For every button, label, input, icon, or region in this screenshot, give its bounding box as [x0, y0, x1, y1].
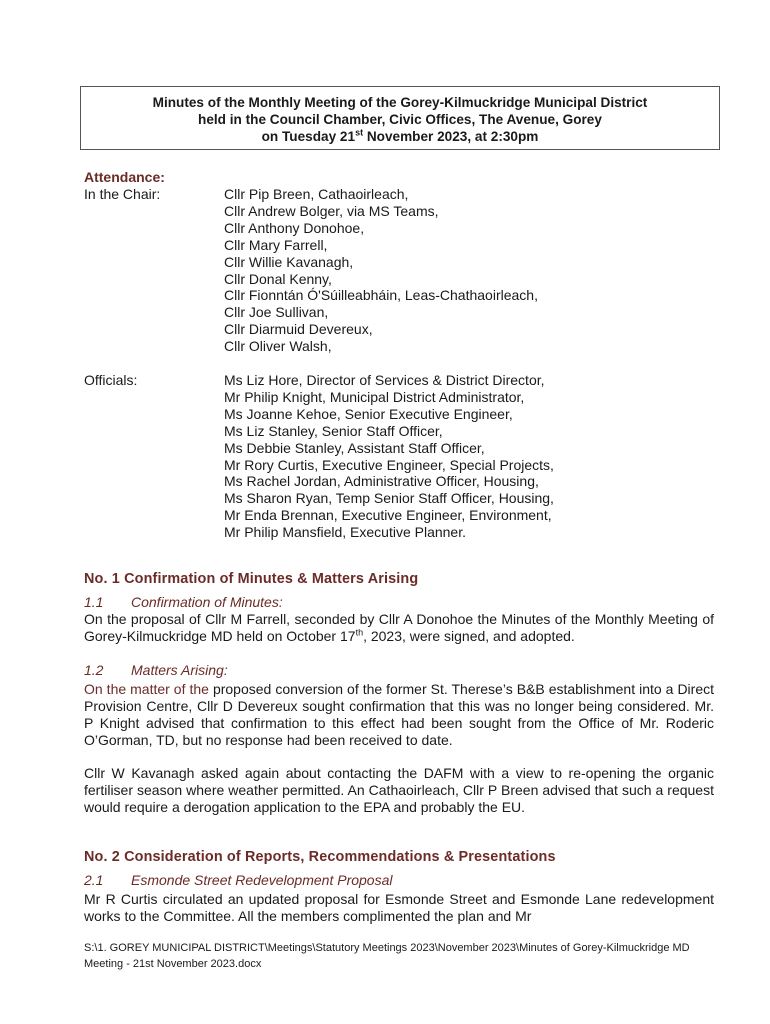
- matters-arising-paragraph-1: On the matter of the proposed conversion of the former St. Therese’s B&B establishment into a Direct Provision Centre, Cllr D Devereux sought confirmation that this was no longer being considered. Mr. P Knight advised that confirmation to this effect had been sought from the Office of Mr. Roderic O’Gorman, TD, but no response had been received to date.: [84, 681, 714, 748]
- official-name: Mr Philip Knight, Municipal District Administrator,: [224, 388, 525, 405]
- member-name: Cllr Willie Kavanagh,: [224, 253, 354, 270]
- member-name: Cllr Pip Breen, Cathaoirleach,: [224, 186, 409, 202]
- official-name: Ms Liz Hore, Director of Services & District Director,: [224, 372, 545, 388]
- official-name: Ms Debbie Stanley, Assistant Staff Officer,: [224, 439, 485, 456]
- official-name: Ms Liz Stanley, Senior Staff Officer,: [224, 422, 443, 439]
- footer-file-path: S:\1. GOREY MUNICIPAL DISTRICT\Meetings\Statutory Meetings 2023\November 2023\Minutes of Gorey-Kilmuckridge MD Meeting - 21st November 2023.docx: [84, 942, 690, 970]
- member-name: Cllr Mary Farrell,: [224, 236, 328, 253]
- officials-label: Officials:: [84, 372, 138, 388]
- official-name: Ms Rachel Jordan, Administrative Officer, Housing,: [224, 473, 539, 490]
- subsection-1-2-heading: 1.2 Matters Arising:: [84, 662, 228, 678]
- official-name: Ms Sharon Ryan, Temp Senior Staff Officer, Housing,: [224, 490, 554, 507]
- member-name: Cllr Andrew Bolger, via MS Teams,: [224, 202, 439, 219]
- member-name: Cllr Fionntán Ó'Súilleabháin, Leas-Chathaoirleach,: [224, 287, 538, 304]
- chair-label: In the Chair:: [84, 186, 161, 202]
- subsection-2-1-heading: 2.1 Esmonde Street Redevelopment Proposal: [84, 872, 393, 888]
- official-name: Ms Joanne Kehoe, Senior Executive Engineer,: [224, 405, 513, 422]
- member-name: Cllr Diarmuid Devereux,: [224, 321, 373, 338]
- member-name: Cllr Oliver Walsh,: [224, 338, 332, 355]
- title-box: [80, 86, 720, 150]
- member-name: Cllr Anthony Donohoe,: [224, 219, 365, 236]
- attendance-heading: Attendance:: [84, 169, 165, 185]
- title-line-3: on Tuesday 21st November 2023, at 2:30pm: [261, 127, 539, 144]
- section-2-heading: No. 2 Consideration of Reports, Recommendations & Presentations: [84, 849, 556, 865]
- subsection-1-1-heading: 1.1 Confirmation of Minutes:: [84, 594, 283, 610]
- section-1-heading: No. 1 Confirmation of Minutes & Matters Arising: [84, 571, 419, 587]
- subsection-2-1-text: Mr R Curtis circulated an updated proposal for Esmonde Street and Esmonde Lane redevelopment works to the Committee. All the members complimented the plan and Mr: [84, 891, 714, 924]
- officials-list: [224, 372, 554, 541]
- members-list: [224, 186, 538, 355]
- title-line-1: Minutes of the Monthly Meeting of the Gorey-Kilmuckridge Municipal District: [152, 95, 648, 110]
- member-name: Cllr Joe Sullivan,: [224, 304, 329, 321]
- official-name: Mr Rory Curtis, Executive Engineer, Special Projects,: [224, 456, 554, 473]
- matters-arising-paragraph-2: Cllr W Kavanagh asked again about contacting the DAFM with a view to re-opening the organic fertiliser season where weather permitted. An Cathaoirleach, Cllr P Breen advised that such a request would require a derogation application to the EPA and probably the EU.: [84, 765, 714, 815]
- official-name: Mr Philip Mansfield, Executive Planner.: [224, 524, 466, 541]
- official-name: Mr Enda Brennan, Executive Engineer, Environment,: [224, 507, 552, 524]
- subsection-1-1-text: On the proposal of Cllr M Farrell, seconded by Cllr A Donohoe the Minutes of the Monthly Meeting of Gorey-Kilmuckridge MD held on October 17th, 2023, were signed, and adopted.: [84, 611, 714, 644]
- title-line-2: held in the Council Chamber, Civic Offices, The Avenue, Gorey: [198, 112, 602, 127]
- member-name: Cllr Donal Kenny,: [224, 270, 332, 287]
